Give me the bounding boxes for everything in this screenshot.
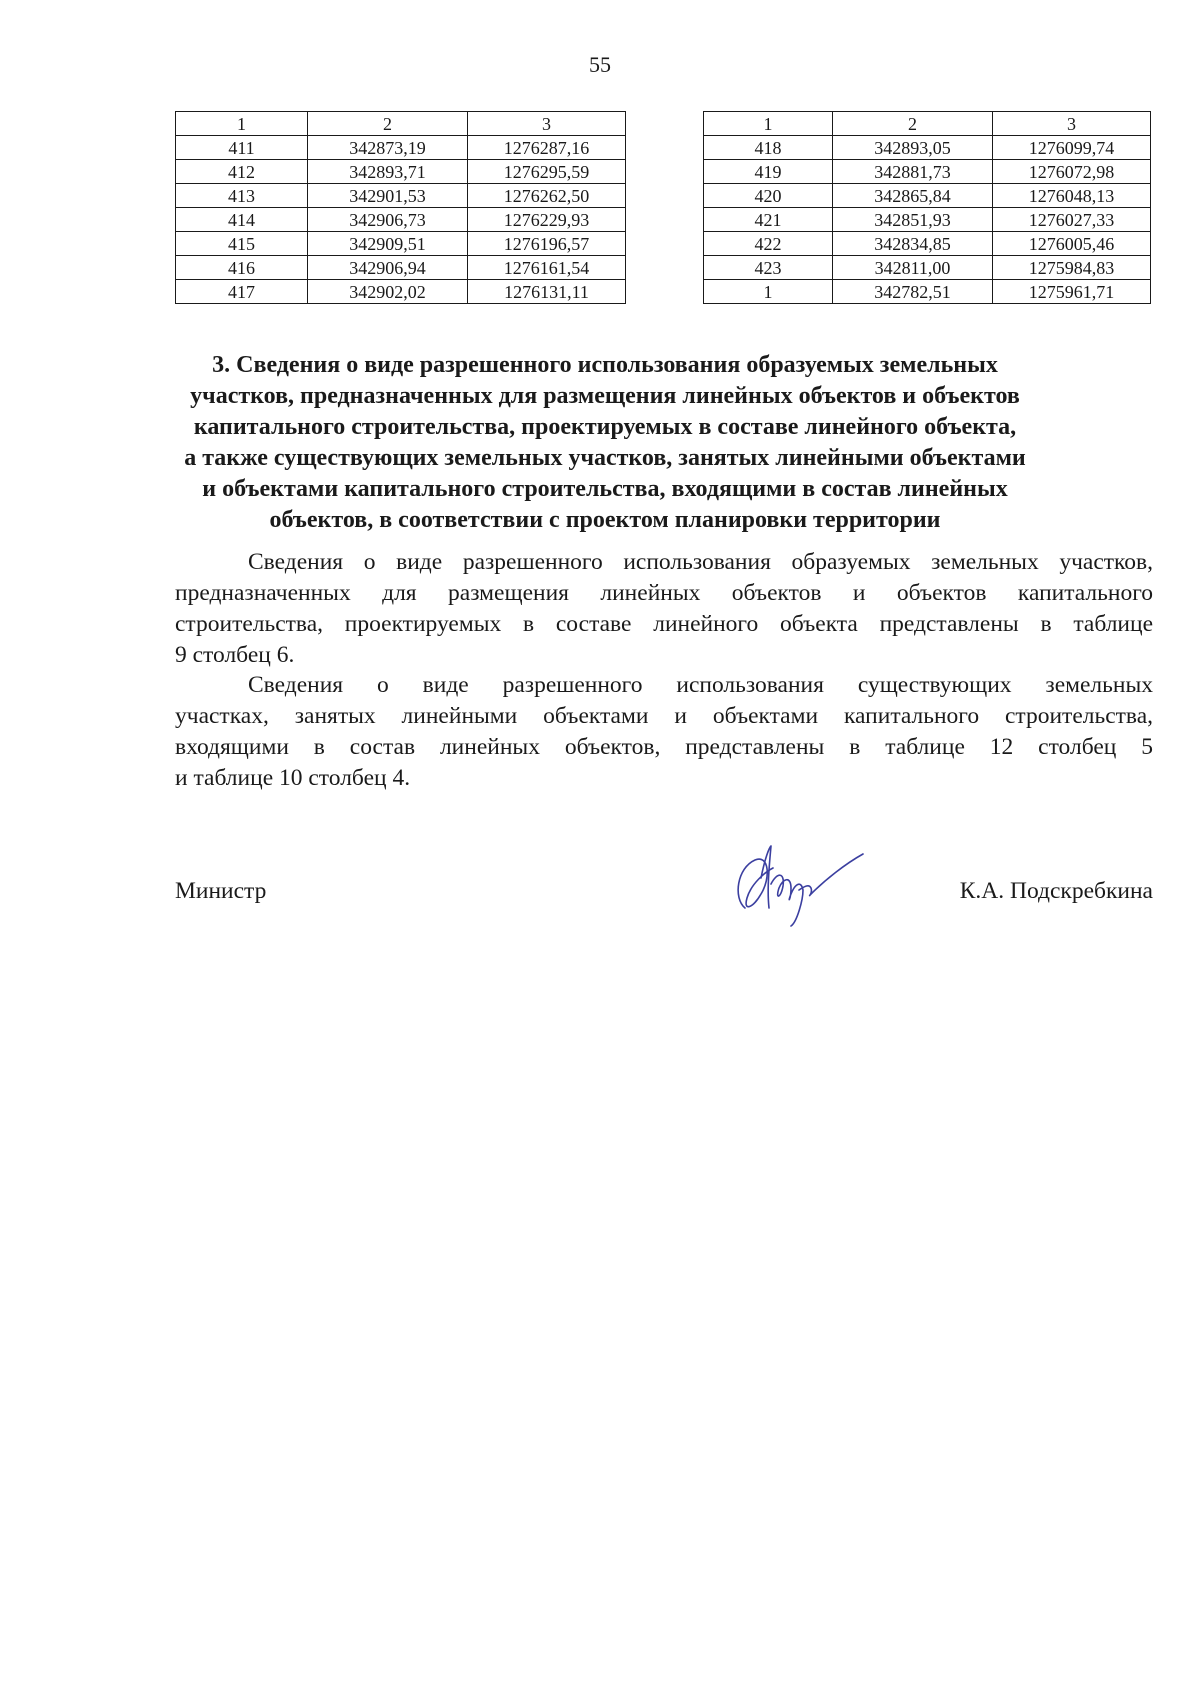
signature-stroke [771, 875, 803, 926]
point-number-cell: 421 [704, 208, 833, 232]
table-row [176, 256, 626, 280]
point-number-cell: 415 [176, 232, 308, 256]
heading-line: капитального строительства, проектируемых в составе линейного объекта, [193, 414, 1017, 440]
heading-line: а также существующих земельных участков, занятых линейными объектами [184, 445, 1026, 471]
y-coordinate-cell: 1276229,93 [468, 208, 626, 232]
y-coordinate-cell: 1276196,57 [468, 232, 626, 256]
x-coordinate-cell: 342881,73 [833, 160, 993, 184]
heading-line: участков, предназначенных для размещения линейных объектов и объектов [190, 383, 1020, 409]
x-coordinate-cell: 342901,53 [308, 184, 468, 208]
table-header-cell: 3 [993, 112, 1151, 136]
x-coordinate-cell: 342865,84 [833, 184, 993, 208]
table-header-cell: 2 [308, 112, 468, 136]
table-row [176, 160, 626, 184]
x-coordinate-cell: 342893,05 [833, 136, 993, 160]
table-row [704, 136, 1151, 160]
table-row [704, 184, 1151, 208]
x-coordinate-cell: 342811,00 [833, 256, 993, 280]
y-coordinate-cell: 1276099,74 [993, 136, 1151, 160]
point-number-cell: 418 [704, 136, 833, 160]
y-coordinate-cell: 1276161,54 [468, 256, 626, 280]
y-coordinate-cell: 1275984,83 [993, 256, 1151, 280]
y-coordinate-cell: 1276005,46 [993, 232, 1151, 256]
y-coordinate-cell: 1276262,50 [468, 184, 626, 208]
y-coordinate-cell: 1276072,98 [993, 160, 1151, 184]
x-coordinate-cell: 342893,71 [308, 160, 468, 184]
table-header-cell: 2 [833, 112, 993, 136]
body-paragraph [175, 670, 1153, 794]
heading-line: 3. Сведения о виде разрешенного использования образуемых земельных [212, 352, 998, 378]
point-number-cell: 419 [704, 160, 833, 184]
table-row [704, 208, 1151, 232]
table-header-cell: 1 [704, 112, 833, 136]
table-header-row [176, 112, 626, 136]
point-number-cell: 417 [176, 280, 308, 304]
page-number: 55 [589, 52, 611, 77]
point-number-cell: 412 [176, 160, 308, 184]
point-number-cell: 411 [176, 136, 308, 160]
table-row [176, 232, 626, 256]
x-coordinate-cell: 342906,94 [308, 256, 468, 280]
x-coordinate-cell: 342834,85 [833, 232, 993, 256]
y-coordinate-cell: 1276048,13 [993, 184, 1151, 208]
point-number-cell: 413 [176, 184, 308, 208]
paragraph-line: 9 столбец 6. [175, 642, 295, 668]
x-coordinate-cell: 342906,73 [308, 208, 468, 232]
signature-stroke [761, 846, 771, 908]
table-row [176, 280, 626, 304]
table-row [704, 280, 1151, 304]
signer-name: К.А. Подскребкина [959, 878, 1153, 904]
y-coordinate-cell: 1275961,71 [993, 280, 1151, 304]
table-header-cell: 3 [468, 112, 626, 136]
signer-position: Министр [175, 878, 267, 904]
handwritten-signature [725, 838, 865, 928]
paragraph-line: Сведения о виде разрешенного использования существующих земельных [248, 672, 1153, 698]
x-coordinate-cell: 342782,51 [833, 280, 993, 304]
paragraph-line: предназначенных для размещения линейных объектов и объектов капитального [175, 580, 1153, 606]
table-row [176, 208, 626, 232]
paragraph-line: и таблице 10 столбец 4. [175, 765, 411, 791]
y-coordinate-cell: 1276295,59 [468, 160, 626, 184]
paragraph-line: участках, занятых линейными объектами и объектами капитального строительства, [175, 703, 1153, 729]
signature-stroke [799, 854, 863, 896]
table-row [704, 256, 1151, 280]
table-row [704, 160, 1151, 184]
heading-line: и объектами капитального строительства, входящими в состав линейных [202, 476, 1008, 502]
y-coordinate-cell: 1276131,11 [468, 280, 626, 304]
body-paragraph [175, 547, 1153, 671]
x-coordinate-cell: 342902,02 [308, 280, 468, 304]
table-row [176, 184, 626, 208]
coordinates-table-right [703, 111, 1151, 304]
table-header-row [704, 112, 1151, 136]
paragraph-line: строительства, проектируемых в составе линейного объекта представлены в таблице [175, 611, 1153, 637]
table-row [176, 136, 626, 160]
table-header-cell: 1 [176, 112, 308, 136]
point-number-cell: 416 [176, 256, 308, 280]
point-number-cell: 423 [704, 256, 833, 280]
x-coordinate-cell: 342851,93 [833, 208, 993, 232]
point-number-cell: 414 [176, 208, 308, 232]
heading-line: объектов, в соответствии с проектом планировки территории [269, 507, 941, 533]
point-number-cell: 422 [704, 232, 833, 256]
paragraph-line: входящими в состав линейных объектов, представлены в таблице 12 столбец 5 [175, 734, 1153, 760]
y-coordinate-cell: 1276287,16 [468, 136, 626, 160]
paragraph-line: Сведения о виде разрешенного использования образуемых земельных участков, [248, 549, 1153, 575]
point-number-cell: 420 [704, 184, 833, 208]
x-coordinate-cell: 342909,51 [308, 232, 468, 256]
section-heading [160, 350, 1050, 536]
point-number-cell: 1 [704, 280, 833, 304]
x-coordinate-cell: 342873,19 [308, 136, 468, 160]
coordinates-table-left [175, 111, 626, 304]
table-row [704, 232, 1151, 256]
y-coordinate-cell: 1276027,33 [993, 208, 1151, 232]
